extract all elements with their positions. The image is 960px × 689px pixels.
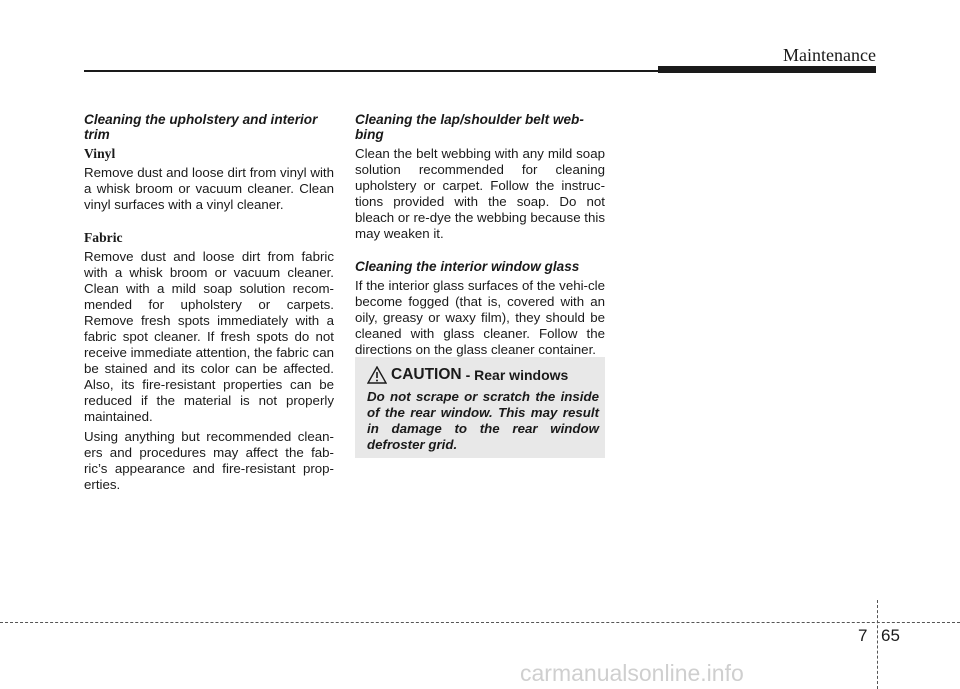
chapter-number: 7 xyxy=(858,626,868,645)
caution-subtitle: - Rear windows xyxy=(465,367,569,383)
subheading-fabric: Fabric xyxy=(84,230,123,245)
page-number: 65 xyxy=(881,626,900,645)
caution-box xyxy=(355,357,605,458)
paragraph-fabric-cleaners: Using anything but recommended clean-ers and procedures may affect the fab-ric’s appearance and fire-resistant prop-erties. xyxy=(84,429,334,492)
section-title-belt: Cleaning the lap/shoulder belt web-bing xyxy=(355,112,584,142)
footer-rule xyxy=(0,622,960,623)
section-title-glass: Cleaning the interior window glass xyxy=(355,259,580,274)
paragraph-glass: If the interior glass surfaces of the vehi-cle become fogged (that is, covered with an oily, greasy or waxy film), they should be cleaned with glass cleaner. Follow the directions on the glass cleaner container. xyxy=(355,278,605,357)
caution-text: Do not scrape or scratch the inside of the rear window. This may result in damage to the rear window defroster grid. xyxy=(367,389,599,452)
header-title: Maintenance xyxy=(783,45,876,65)
warning-triangle-icon xyxy=(367,366,387,384)
subheading-vinyl: Vinyl xyxy=(84,146,116,161)
paragraph-vinyl: Remove dust and loose dirt from vinyl with a whisk broom or vacuum cleaner. Clean vinyl surfaces with a vinyl cleaner. xyxy=(84,165,334,212)
paragraph-fabric: Remove dust and loose dirt from fabric with a whisk broom or vacuum cleaner. Clean with a mild soap solution recom-mended for upholstery or carpets. Remove fresh spots immediately with a fabric spot cleaner. If fresh spots do not receive immediate attention, the fabric can be stained and its color can be affected. Also, its fire-resistant properties can be reduced if the material is not properly maintained. xyxy=(84,249,334,424)
section-title-upholstery: Cleaning the upholstery and interior trim xyxy=(84,112,318,142)
caution-header xyxy=(367,366,568,384)
watermark: carmanualsonline.info xyxy=(520,660,744,686)
paragraph-belt: Clean the belt webbing with any mild soap solution recommended for cleaning upholstery or carpet. Follow the instruc-tions provided with the soap. Do not bleach or re-dye the webbing because this may weaken it. xyxy=(355,146,605,241)
footer-divider xyxy=(877,600,878,689)
right-column xyxy=(355,112,605,375)
header-bar xyxy=(658,66,876,73)
caution-title: CAUTION xyxy=(391,366,462,383)
left-column xyxy=(84,112,334,510)
header-rule xyxy=(84,70,658,72)
